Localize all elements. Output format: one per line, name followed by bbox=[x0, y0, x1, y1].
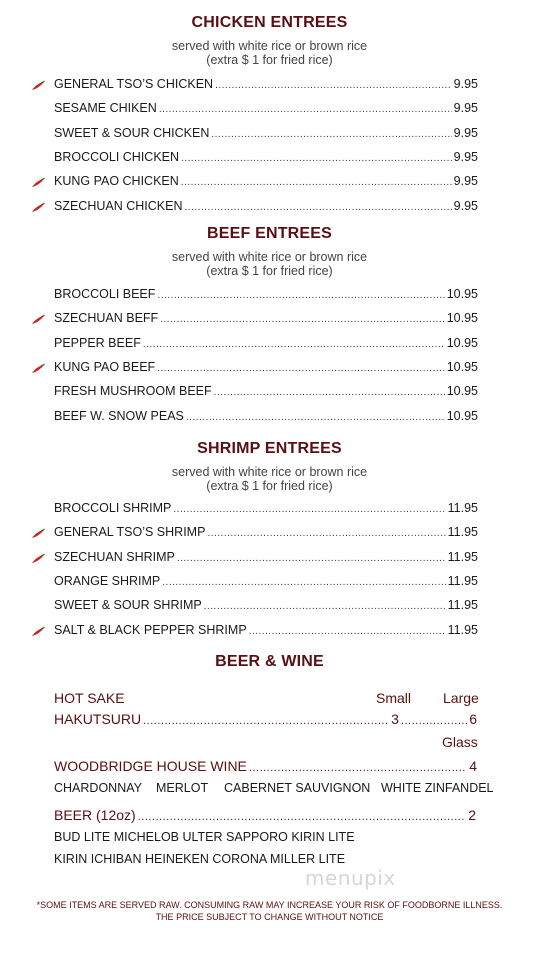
hakutsuru-name: HAKUTSURU bbox=[54, 711, 142, 727]
beer-row bbox=[54, 807, 476, 825]
wine-cabernet: CABERNET SAUVIGNON bbox=[224, 781, 371, 795]
menu-item-name: SZECHUAN BEFF bbox=[54, 311, 159, 326]
menu-item-price: 10.95 bbox=[446, 359, 478, 374]
menu-item bbox=[54, 409, 478, 425]
menu-item bbox=[54, 77, 478, 93]
beef-subtitle: served with white rice or brown rice bbox=[171, 250, 368, 264]
beef-entrees-title: BEEF ENTREES bbox=[206, 225, 333, 242]
woodbridge-row bbox=[54, 758, 477, 776]
leader-dots bbox=[177, 553, 446, 564]
menu-item bbox=[54, 525, 478, 541]
menu-item bbox=[54, 101, 478, 117]
hakutsuru-small-price: 3 bbox=[391, 711, 399, 727]
leader-dots bbox=[157, 290, 444, 301]
chili-pepper-icon bbox=[30, 362, 46, 374]
glass-label: Glass bbox=[442, 734, 478, 750]
chili-pepper-icon bbox=[30, 625, 46, 637]
menu-item-name: KUNG PAO BEEF bbox=[54, 359, 156, 374]
menu-item-price: 9.95 bbox=[453, 77, 478, 91]
chili-pepper-icon bbox=[30, 552, 46, 564]
menu-item bbox=[54, 126, 478, 142]
menu-item-price: 11.95 bbox=[447, 573, 478, 588]
hakutsuru-large-price: 6 bbox=[469, 711, 477, 727]
raw-food-disclaimer: *SOME ITEMS ARE SERVED RAW. CONSUMING RAW MAY INCREASE YOUR RISK OF FOODBORNE ILLNESS. bbox=[36, 900, 503, 910]
beer-list-line-1: BUD LITE MICHELOB ULTER SAPPORO KIRIN LITE bbox=[54, 830, 355, 844]
menu-item-name: SWEET & SOUR CHICKEN bbox=[54, 125, 210, 140]
leader-dots bbox=[249, 626, 446, 637]
menu-item-price: 10.95 bbox=[446, 335, 478, 350]
leader-dots bbox=[204, 601, 446, 612]
menu-item-name: KUNG PAO CHICKEN bbox=[54, 174, 179, 189]
menu-item-name: FRESH MUSHROOM BEEF bbox=[54, 384, 212, 399]
leader-dots bbox=[249, 762, 467, 774]
small-size-label: Small bbox=[376, 690, 412, 706]
menu-item-name: GENERAL TSO’S CHICKEN bbox=[54, 77, 214, 91]
menu-item bbox=[54, 336, 478, 352]
leader-dots bbox=[181, 177, 452, 188]
menu-item-name: SWEET & SOUR SHRIMP bbox=[54, 598, 202, 613]
menu-item bbox=[54, 550, 478, 566]
menu-item-name: ORANGE SHRIMP bbox=[54, 573, 161, 588]
leader-dots bbox=[211, 129, 451, 140]
menu-item-price: 11.95 bbox=[447, 622, 478, 637]
leader-dots bbox=[185, 202, 452, 213]
menu-item-name: SESAME CHIKEN bbox=[54, 101, 157, 116]
shrimp-entrees-title: SHRIMP ENTREES bbox=[197, 440, 342, 457]
menu-item bbox=[54, 574, 478, 590]
menu-item-name: BROCCOLI CHICKEN bbox=[54, 149, 180, 164]
menu-item-name: BROCCOLI SHRIMP bbox=[54, 501, 172, 515]
chili-pepper-icon bbox=[30, 201, 46, 213]
wine-chardonnay: CHARDONNAY bbox=[54, 781, 142, 795]
menu-item-price: 9.95 bbox=[453, 198, 478, 213]
menu-item-name: SALT & BLACK PEPPER SHRIMP bbox=[54, 622, 247, 637]
leader-dots bbox=[160, 314, 445, 325]
leader-dots bbox=[181, 153, 452, 164]
chili-pepper-icon bbox=[30, 79, 46, 91]
menu-item-name: BEEF W. SNOW PEAS bbox=[54, 408, 184, 423]
leader-dots bbox=[186, 412, 445, 423]
beer-wine-title: BEER & WINE bbox=[215, 653, 324, 670]
menu-item-price: 10.95 bbox=[446, 311, 478, 326]
menu-item-price: 9.95 bbox=[453, 101, 478, 116]
hot-sake-label: HOT SAKE bbox=[54, 690, 125, 706]
shrimp-subtitle: served with white rice or brown rice bbox=[171, 465, 368, 479]
leader-dots bbox=[162, 577, 445, 588]
menu-item-price: 10.95 bbox=[446, 384, 478, 399]
chili-pepper-icon bbox=[30, 527, 46, 539]
menu-item bbox=[54, 199, 478, 215]
beer-list-line-2: KIRIN ICHIBAN HEINEKEN CORONA MILLER LITE bbox=[54, 852, 346, 866]
menu-item-price: 11.95 bbox=[447, 525, 478, 540]
leader-dots bbox=[157, 363, 445, 374]
menu-item-price: 11.95 bbox=[447, 598, 478, 613]
leader-dots bbox=[401, 715, 467, 727]
leader-dots bbox=[215, 80, 452, 91]
leader-dots bbox=[214, 387, 445, 398]
menu-item-name: GENERAL TSO’S SHRIMP bbox=[54, 525, 206, 540]
leader-dots bbox=[159, 104, 452, 115]
menu-item-name: SZECHUAN CHICKEN bbox=[54, 198, 183, 213]
hakutsuru-row bbox=[54, 711, 477, 729]
menu-item bbox=[54, 384, 478, 400]
woodbridge-price: 4 bbox=[469, 758, 477, 774]
menu-item bbox=[54, 287, 478, 303]
leader-dots bbox=[138, 811, 467, 823]
menu-item-name: SZECHUAN SHRIMP bbox=[54, 549, 175, 564]
beef-subtitle-extra: (extra $ 1 for fried rice) bbox=[206, 264, 333, 278]
shrimp-subtitle-extra: (extra $ 1 for fried rice) bbox=[206, 479, 333, 493]
menu-item-price: 11.95 bbox=[447, 501, 478, 515]
large-size-label: Large bbox=[443, 690, 479, 706]
menu-item-name: BROCCOLI BEEF bbox=[54, 287, 156, 301]
price-change-notice: THE PRICE SUBJECT TO CHANGE WITHOUT NOTICE bbox=[155, 912, 384, 922]
menu-item-price: 10.95 bbox=[446, 287, 478, 301]
menu-item-price: 9.95 bbox=[453, 174, 478, 189]
menu-item bbox=[54, 598, 478, 614]
wine-white-zinfandel: WHITE ZINFANDEL bbox=[381, 781, 494, 795]
leader-dots bbox=[173, 504, 445, 515]
menu-item bbox=[54, 623, 478, 639]
menu-item bbox=[54, 360, 478, 376]
chicken-subtitle-extra: (extra $ 1 for fried rice) bbox=[206, 53, 333, 67]
menu-item bbox=[54, 311, 478, 327]
leader-dots bbox=[207, 528, 445, 539]
menu-item bbox=[54, 150, 478, 166]
leader-dots bbox=[143, 339, 445, 350]
chicken-subtitle: served with white rice or brown rice bbox=[171, 39, 368, 53]
menu-item bbox=[54, 501, 478, 517]
menu-item-price: 10.95 bbox=[446, 408, 478, 423]
watermark-logo: menupix bbox=[305, 866, 396, 890]
chili-pepper-icon bbox=[30, 176, 46, 188]
woodbridge-name: WOODBRIDGE HOUSE WINE bbox=[54, 758, 247, 774]
menu-item-price: 9.95 bbox=[453, 149, 478, 164]
menu-item-price: 9.95 bbox=[453, 125, 478, 140]
wine-merlot: MERLOT bbox=[156, 781, 209, 795]
chili-pepper-icon bbox=[30, 313, 46, 325]
menu-item-price: 11.95 bbox=[447, 549, 478, 564]
beer-name: BEER (12oz) bbox=[54, 807, 136, 823]
menu-item bbox=[54, 174, 478, 190]
leader-dots bbox=[143, 715, 389, 727]
beer-price: 2 bbox=[468, 807, 476, 823]
chicken-entrees-title: CHICKEN ENTREES bbox=[191, 14, 348, 31]
menu-item-name: PEPPER BEEF bbox=[54, 335, 141, 350]
